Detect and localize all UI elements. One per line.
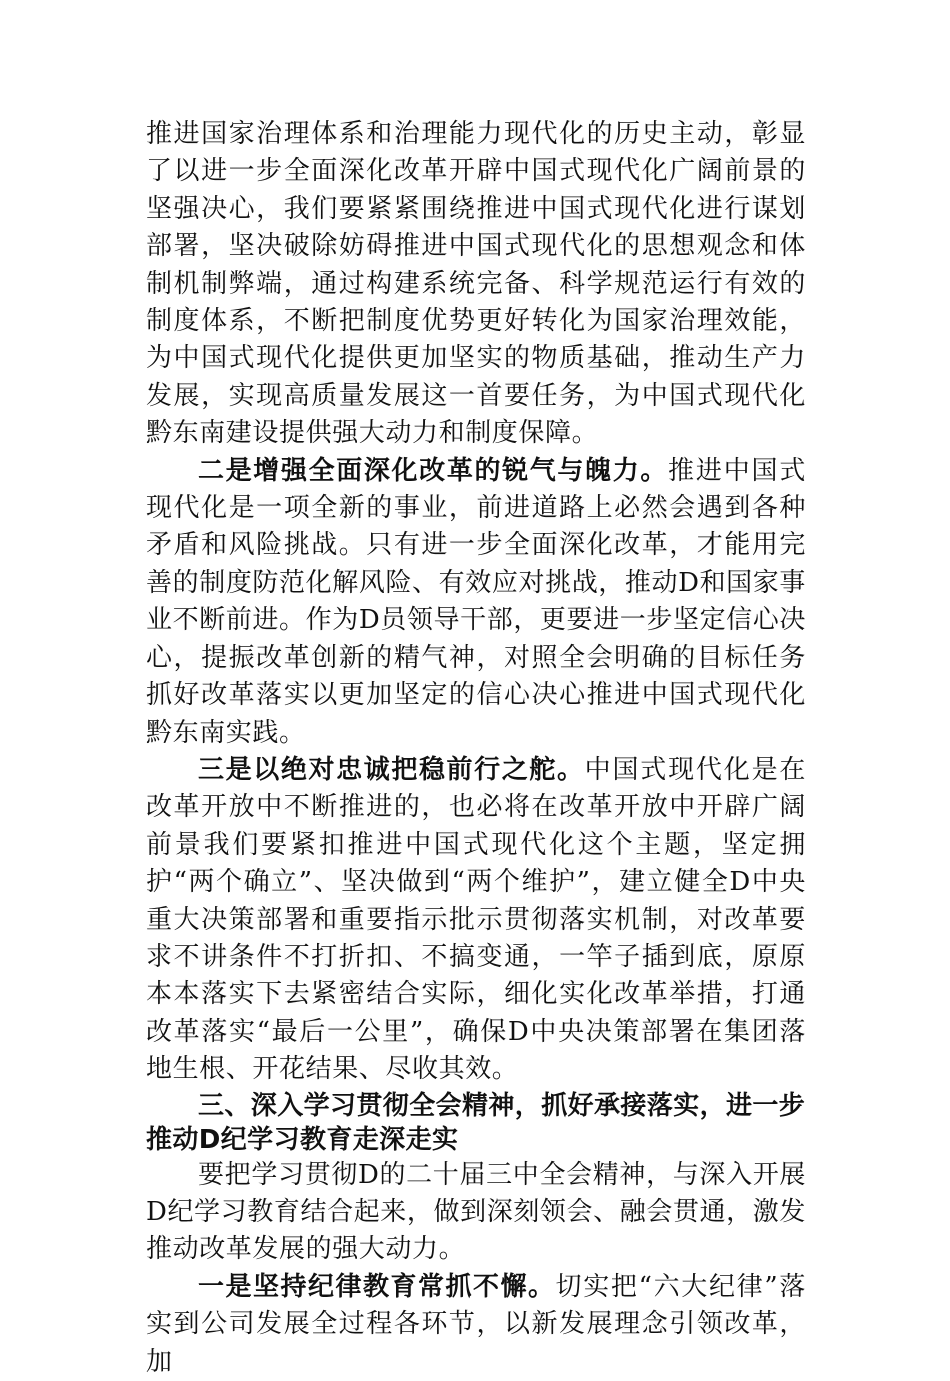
paragraph-body: 推进中国式现代化是一项全新的事业，前进道路上必然会遇到各种矛盾和风险挑战。只有进一步全面深化改革，才能用完善的制度防范化解风险、有效应对挑战，推动D和国家事业不断前进。作为D员领导干部，更要进一步坚定信心决心，提振改革创新的精气神，对照全会明确的目标任务抓好改革落实以更加坚定的信心决心推进中国式现代化黔东南实践。 xyxy=(146,455,806,748)
paragraph-point-one xyxy=(146,1269,806,1381)
document-body xyxy=(146,116,806,1381)
section-heading: 三、深入学习贯彻全会精神，抓好承接落实，进一步推动D纪学习教育走深走实 xyxy=(146,1090,806,1155)
paragraph-intro xyxy=(146,1157,806,1269)
paragraph-lead: 三是以绝对忠诚把稳前行之舵。 xyxy=(198,754,585,785)
paragraph-lead: 一是坚持纪律教育常抓不懈。 xyxy=(198,1271,556,1302)
paragraph-point-two xyxy=(146,453,806,752)
paragraph-continued xyxy=(146,116,806,453)
paragraph-body: 要把学习贯彻D的二十届三中全会精神，与深入开展D纪学习教育结合起来，做到深刻领会、融会贯通，激发推动改革发展的强大动力。 xyxy=(146,1159,806,1265)
paragraph-lead: 二是增强全面深化改革的锐气与魄力。 xyxy=(198,455,668,486)
paragraph-body: 推进国家治理体系和治理能力现代化的历史主动，彰显了以进一步全面深化改革开辟中国式现代化广阔前景的坚强决心，我们要紧紧围绕推进中国式现代化进行谋划部署，坚决破除妨碍推进中国式现代化的思想观念和体制机制弊端，通过构建系统完备、科学规范运行有效的制度体系，不断把制度优势更好转化为国家治理效能，为中国式现代化提供更加坚实的物质基础，推动生产力发展，实现高质量发展这一首要任务，为中国式现代化黔东南建设提供强大动力和制度保障。 xyxy=(146,119,806,449)
paragraph-body: 中国式现代化是在改革开放中不断推进的，也必将在改革开放中开辟广阔前景我们要紧扣推进中国式现代化这个主题，坚定拥护“两个确立”、坚决做到“两个维护”，建立健全D中央重大决策部署和重要指示批示贯彻落实机制，对改革要求不讲条件不打折扣、不搞变通，一竿子插到底，原原本本落实下去紧密结合实际，细化实化改革举措，打通改革落实“最后一公里”，确保D中央决策部署在集团落地生根、开花结果、尽收其效。 xyxy=(146,754,806,1085)
paragraph-point-three xyxy=(146,752,806,1089)
paragraph-body: 切实把“六大纪律”落实到公司发展全过程各环节，以新发展理念引领改革，加 xyxy=(146,1271,807,1377)
